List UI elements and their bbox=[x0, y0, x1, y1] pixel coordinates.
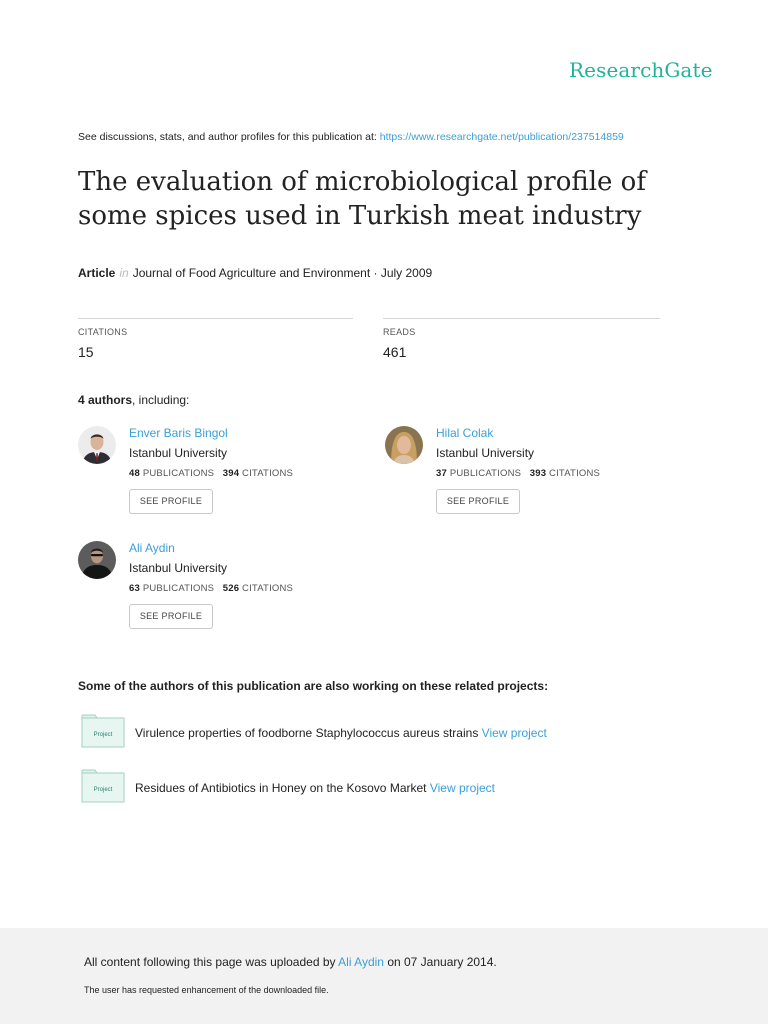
publications-label: PUBLICATIONS bbox=[142, 468, 215, 479]
publications-count: 48 bbox=[129, 468, 140, 479]
author-name[interactable]: Enver Baris Bingol bbox=[129, 426, 228, 440]
citations-label: CITATIONS bbox=[549, 468, 601, 479]
researchgate-logo[interactable]: ResearchGate bbox=[569, 58, 713, 82]
authors-count: 4 authors bbox=[78, 393, 133, 407]
project-text bbox=[135, 726, 547, 740]
upload-line bbox=[84, 955, 497, 969]
view-project-link[interactable]: View project bbox=[429, 781, 495, 795]
project-item bbox=[81, 714, 681, 750]
uploader-link[interactable]: Ali Aydin bbox=[338, 955, 384, 969]
project-folder-icon bbox=[81, 714, 125, 748]
authors-heading bbox=[78, 393, 189, 407]
project-folder-label: Project bbox=[93, 787, 113, 793]
upload-suffix: on 07 January 2014. bbox=[383, 955, 497, 969]
publication-url-link[interactable]: https://www.researchgate.net/publication/237514859 bbox=[379, 131, 624, 143]
publication-type: Article bbox=[78, 266, 116, 280]
author-counts bbox=[129, 468, 293, 479]
publication-title: The evaluation of microbiological profile of some spices used in Turkish meat industry bbox=[78, 167, 646, 231]
author-card bbox=[78, 541, 368, 641]
view-project-link[interactable]: View project bbox=[481, 726, 547, 740]
authors-suffix: , including: bbox=[132, 393, 190, 407]
avatar[interactable] bbox=[78, 541, 116, 579]
avatar[interactable] bbox=[78, 426, 116, 464]
author-card bbox=[78, 426, 368, 526]
upload-prefix: All content following this page was uploaded by bbox=[84, 955, 339, 969]
project-folder-label: Project bbox=[93, 732, 113, 738]
see-profile-button[interactable]: SEE PROFILE bbox=[436, 489, 520, 514]
project-folder-icon bbox=[81, 769, 125, 803]
avatar[interactable] bbox=[385, 426, 423, 464]
author-counts bbox=[436, 468, 600, 479]
reads-value: 461 bbox=[383, 344, 407, 360]
project-text bbox=[135, 781, 495, 795]
citations-label: CITATIONS bbox=[242, 583, 294, 594]
author-name[interactable]: Hilal Colak bbox=[436, 426, 494, 440]
author-institution: Istanbul University bbox=[436, 446, 535, 460]
project-title: Virulence properties of foodborne Staphylococcus aureus strains bbox=[135, 726, 479, 740]
publications-label: PUBLICATIONS bbox=[449, 468, 522, 479]
citations-count: 393 bbox=[529, 468, 547, 479]
citations-count: 394 bbox=[222, 468, 240, 479]
citations-stat bbox=[78, 318, 353, 360]
see-profile-button[interactable]: SEE PROFILE bbox=[129, 489, 213, 514]
citations-label: CITATIONS bbox=[242, 468, 294, 479]
citations-label: CITATIONS bbox=[78, 327, 128, 337]
author-card bbox=[385, 426, 675, 526]
enhancement-note: The user has requested enhancement of the downloaded file. bbox=[84, 985, 329, 995]
author-institution: Istanbul University bbox=[129, 561, 228, 575]
upload-footer bbox=[0, 928, 768, 1024]
author-institution: Istanbul University bbox=[129, 446, 228, 460]
meta-in: in bbox=[119, 266, 129, 280]
author-name[interactable]: Ali Aydin bbox=[129, 541, 175, 555]
publications-count: 63 bbox=[129, 583, 140, 594]
citations-count: 526 bbox=[222, 583, 240, 594]
discussion-line bbox=[78, 131, 624, 143]
citations-value: 15 bbox=[78, 344, 94, 360]
reads-label: READS bbox=[383, 327, 416, 337]
discussion-text: See discussions, stats, and author profiles for this publication at: bbox=[78, 131, 380, 143]
reads-stat bbox=[383, 318, 660, 360]
project-item bbox=[81, 769, 681, 805]
related-projects-heading: Some of the authors of this publication are also working on these related projects: bbox=[78, 679, 549, 693]
author-counts bbox=[129, 583, 293, 594]
publications-label: PUBLICATIONS bbox=[142, 583, 215, 594]
project-title: Residues of Antibiotics in Honey on the Kosovo Market bbox=[135, 781, 427, 795]
publication-meta bbox=[78, 266, 432, 280]
see-profile-button[interactable]: SEE PROFILE bbox=[129, 604, 213, 629]
journal-source: Journal of Food Agriculture and Environment · July 2009 bbox=[132, 266, 433, 280]
publications-count: 37 bbox=[436, 468, 447, 479]
